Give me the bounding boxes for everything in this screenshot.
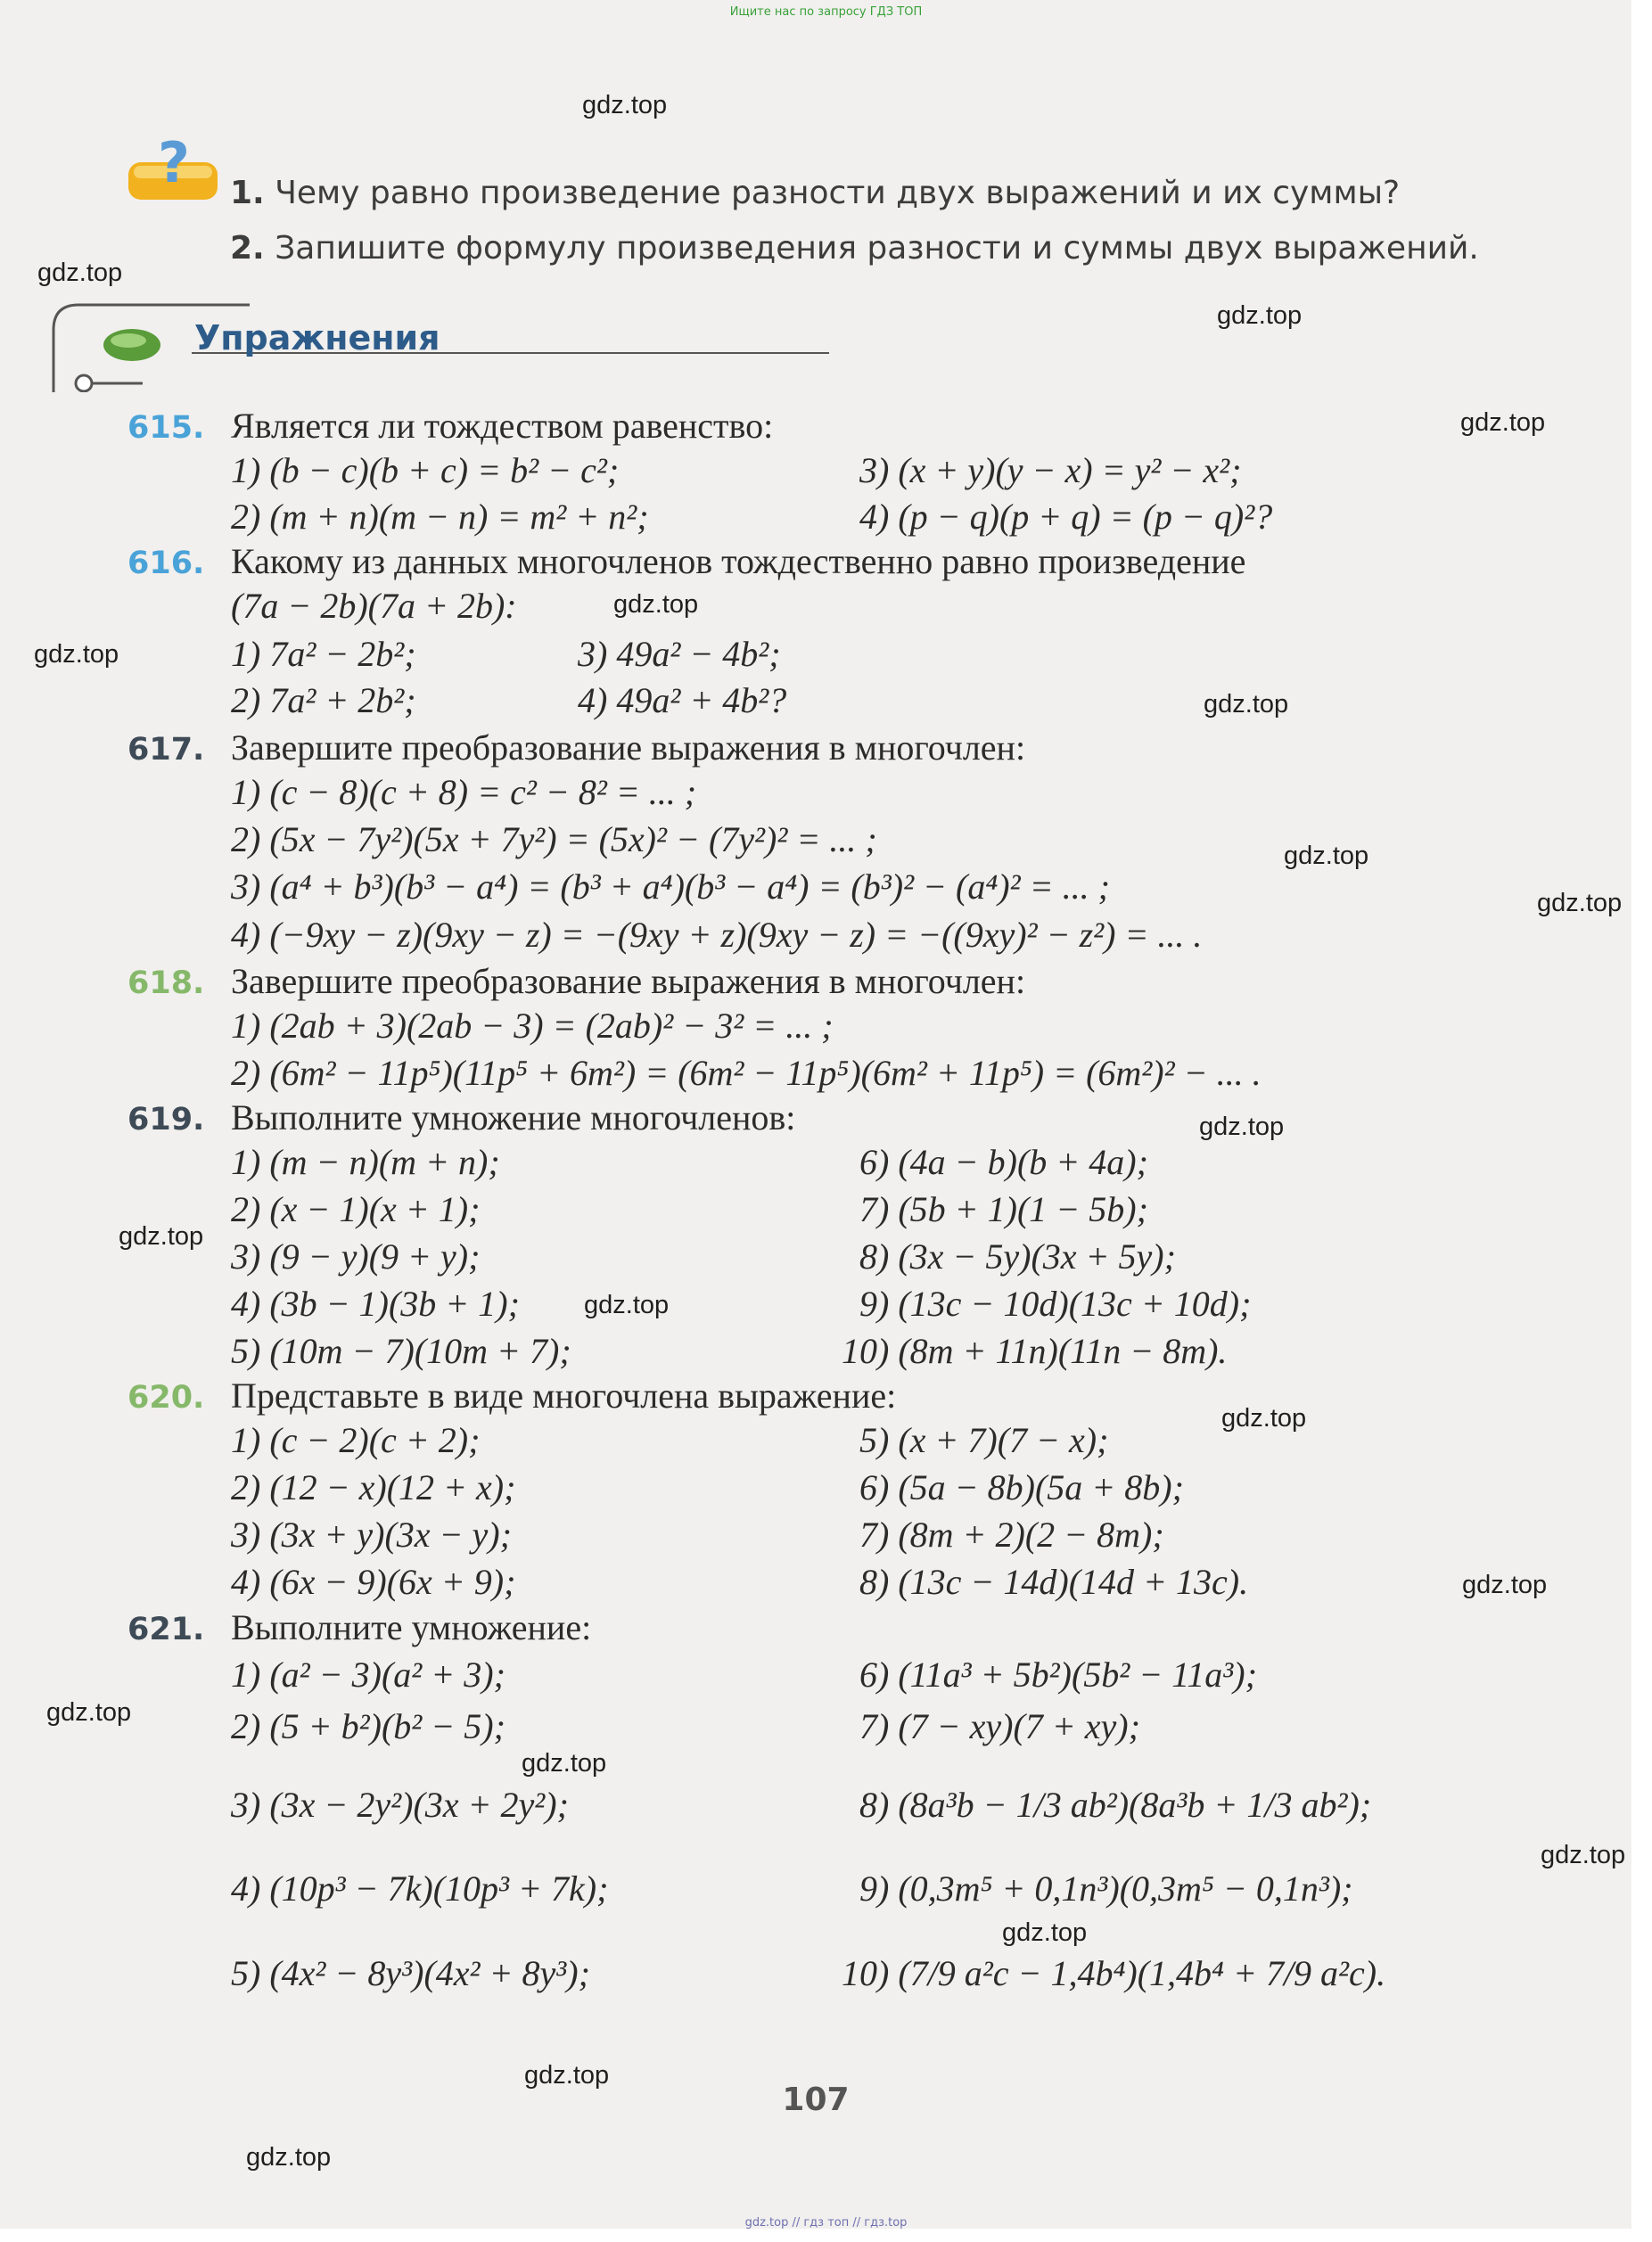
svg-text:?: ?: [158, 136, 190, 195]
exercise-item: 10) (7/9 a²c − 1,4b⁴)(1,4b⁴ + 7/9 a²c).: [842, 1953, 1386, 1993]
exercise-item: 1) (b − c)(b + c) = b² − c²;: [231, 450, 620, 490]
question-line: 2. Запишите формулу произведения разности и суммы двух выражений.: [230, 230, 1479, 267]
watermark: gdz.top: [1460, 408, 1546, 437]
watermark: gdz.top: [1541, 1841, 1626, 1869]
exercise-item: 3) 49a² − 4b²;: [578, 634, 781, 674]
exercise-item: 3) (a⁴ + b³)(b³ − a⁴) = (b³ + a⁴)(b³ − a⁴) = (b³)² − (a⁴)² = ... ;: [231, 866, 1110, 907]
exercise-item: 6) (11a³ + 5b²)(5b² − 11a³);: [859, 1655, 1257, 1695]
exercise-item: 9) (13c − 10d)(13c + 10d);: [859, 1284, 1252, 1324]
exercise-item: 1) 7a² − 2b²;: [231, 634, 416, 674]
top-note: Ищите нас по запросу ГДЗ ТОП: [729, 5, 923, 19]
exercise-item: 3) (x + y)(y − x) = y² − x²;: [859, 450, 1242, 490]
section-title: Упражнения: [194, 318, 440, 357]
question-icon: [125, 136, 223, 207]
watermark: gdz.top: [522, 1749, 607, 1778]
exercise-item: 8) (13c − 14d)(14d + 13c).: [859, 1562, 1249, 1602]
exercise-item: 10) (8m + 11n)(11n − 8m).: [842, 1331, 1228, 1371]
exercise-item: 2) (m + n)(m − n) = m² + n²;: [231, 497, 649, 537]
exercise-item: 7) (5b + 1)(1 − 5b);: [859, 1189, 1148, 1229]
watermark: gdz.top: [1221, 1404, 1307, 1433]
exercise-item: 5) (4x² − 8y³)(4x² + 8y³);: [231, 1953, 590, 1993]
review-questions: [230, 166, 1479, 276]
watermark: gdz.top: [34, 640, 119, 669]
watermark: gdz.top: [524, 2061, 610, 2090]
exercise-item: 2) (6m² − 11p⁵)(11p⁵ + 6m²) = (6m² − 11p⁵)(6m² + 11p⁵) = (6m²)² − ... .: [231, 1053, 1262, 1093]
watermark: gdz.top: [1284, 842, 1369, 870]
watermark: gdz.top: [1537, 889, 1623, 917]
watermark: gdz.top: [1002, 1918, 1088, 1947]
exercise-item: 5) (10m − 7)(10m + 7);: [231, 1331, 571, 1371]
watermark: gdz.top: [246, 2143, 332, 2172]
exercise-616-title: 616. Какому из данных многочленов тождественно равно произведение: [127, 541, 1246, 581]
watermark: gdz.top: [582, 91, 668, 119]
exercise-item: 4) (−9xy − z)(9xy − z) = −(9xy + z)(9xy − z) = −((9xy)² − z²) = ... .: [231, 915, 1203, 955]
watermark: gdz.top: [1217, 301, 1303, 330]
exercise-item: 4) (3b − 1)(3b + 1);: [231, 1284, 520, 1324]
exercise-item: 1) (2ab + 3)(2ab − 3) = (2ab)² − 3² = ... ;: [231, 1006, 834, 1046]
exercise-item: 2) (5x − 7y²)(5x + 7y²) = (5x)² − (7y²)² = ... ;: [231, 819, 877, 859]
page-number: 107: [782, 2082, 850, 2118]
exercise-item: 9) (0,3m⁵ + 0,1n³)(0,3m⁵ − 0,1n³);: [859, 1868, 1353, 1909]
exercise-item: 5) (x + 7)(7 − x);: [859, 1420, 1109, 1460]
watermark: gdz.top: [37, 259, 123, 287]
exercise-item: 2) (x − 1)(x + 1);: [231, 1189, 481, 1229]
watermark: gdz.top: [119, 1222, 204, 1251]
exercise-item: 8) (3x − 5y)(3x + 5y);: [859, 1236, 1176, 1277]
exercise-item: 1) (a² − 3)(a² + 3);: [231, 1655, 505, 1695]
exercise-item: 2) (5 + b²)(b² − 5);: [231, 1706, 505, 1746]
bottom-note: gdz.top // гдз топ // гдз.top: [744, 2216, 908, 2230]
exercise-item: 7) (8m + 2)(2 − 8m);: [859, 1515, 1164, 1555]
watermark: gdz.top: [1199, 1113, 1285, 1141]
exercise-item: 7) (7 − xy)(7 + xy);: [859, 1706, 1140, 1746]
exercise-item: 3) (9 − y)(9 + y);: [231, 1236, 481, 1277]
exercise-615-title: 615. Является ли тождеством равенство:: [127, 406, 774, 446]
exercise-item: 8) (8a³b − 1/3 ab²)(8a³b + 1/3 ab²);: [859, 1785, 1372, 1825]
exercise-item: 1) (c − 8)(c + 8) = c² − 8² = ... ;: [231, 772, 697, 812]
exercise-item: 3) (3x + y)(3x − y);: [231, 1515, 512, 1555]
watermark: gdz.top: [1204, 690, 1289, 719]
watermark: gdz.top: [1462, 1571, 1548, 1599]
exercise-620-title: 620. Представьте в виде многочлена выражение:: [127, 1376, 897, 1416]
watermark: gdz.top: [613, 590, 699, 619]
exercise-617-title: 617. Завершите преобразование выражения в многочлен:: [127, 727, 1026, 768]
exercise-item: 4) (p − q)(p + q) = (p − q)²?: [859, 497, 1273, 537]
exercise-item: (7a − 2b)(7a + 2b):: [231, 586, 517, 626]
question-line: 1. Чему равно произведение разности двух выражений и их суммы?: [230, 175, 1401, 211]
watermark: gdz.top: [584, 1291, 670, 1319]
exercise-621-title: 621. Выполните умножение:: [127, 1607, 592, 1647]
exercise-619-title: 619. Выполните умножение многочленов:: [127, 1097, 796, 1137]
exercise-item: 4) 49a² + 4b²?: [578, 680, 787, 720]
exercise-item: 1) (c − 2)(c + 2);: [231, 1420, 481, 1460]
exercise-item: 3) (3x − 2y²)(3x + 2y²);: [231, 1785, 569, 1825]
watermark: gdz.top: [46, 1698, 132, 1727]
exercise-item: 4) (10p³ − 7k)(10p³ + 7k);: [231, 1868, 609, 1909]
exercise-item: 6) (4a − b)(b + 4a);: [859, 1142, 1148, 1182]
exercise-item: 2) 7a² + 2b²;: [231, 680, 416, 720]
exercise-item: 1) (m − n)(m + n);: [231, 1142, 500, 1182]
exercise-618-title: 618. Завершите преобразование выражения в многочлен:: [127, 961, 1026, 1001]
exercise-item: 4) (6x − 9)(6x + 9);: [231, 1562, 516, 1602]
exercise-item: 6) (5a − 8b)(5a + 8b);: [859, 1467, 1184, 1507]
exercise-item: 2) (12 − x)(12 + x);: [231, 1467, 516, 1507]
